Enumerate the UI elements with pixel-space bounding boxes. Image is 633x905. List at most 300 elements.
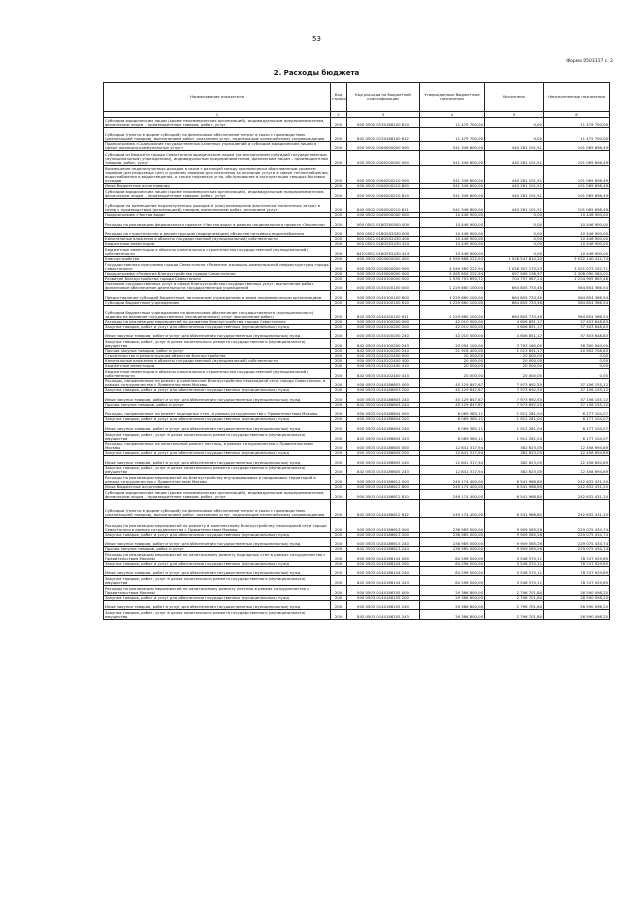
row-kbk: 000 0503 0140186612 800 — [347, 485, 420, 490]
table-row — [104, 561, 610, 566]
row-name: Субсидии юридическим лицам (кроме некоммерческих организаций), индивидуальным предпринимателям, физическим лицам – производителям товаров, работ, услуг — [104, 189, 331, 199]
row-rest: 37 156 155,12 — [544, 378, 610, 388]
row-name: Закупка товаров, работ и услуг для обеспечения государственных (муниципальных) нужд — [104, 595, 331, 600]
row-rest: 12 458 694,89 — [544, 451, 610, 456]
row-name: Возмещение недополученных доходов в связи с разницей между экономически обоснованным уровнем тарифов (регулируемых цен) и уровнем тарифов для населения за оказание услуги в сфере теплоснабжения, водоснабжения и водоотведения, а также перевозок угля, обслуживание и эксплуатацию твердых бытовых отходов — [105, 166, 329, 184]
row-kbk: 842 0503 0140100200 244 — [347, 349, 420, 354]
row-kbk: 000 0503 0140186605 240 — [347, 456, 420, 466]
row-rest: 229 075 434,74 — [544, 518, 610, 532]
row-done: 20 000,00 — [485, 354, 544, 359]
row-done: 6 541 968,80 — [485, 475, 544, 485]
table-row — [104, 227, 610, 237]
row-done: 5 548 570,11 — [485, 561, 544, 566]
row-done: 5 548 570,11 — [485, 576, 544, 586]
row-kbk: 000 0503 0140186613 200 — [347, 532, 420, 537]
row-name: Расходы на строительство и реконструкцию (модернизацию) объектов питьевого водоснабжения — [104, 227, 331, 237]
row-name: Закупка товаров, работ, услуг в целях капитального ремонта государственного (муниципального) имущества — [104, 432, 331, 442]
row-done: 2 796 701,80 — [485, 595, 544, 600]
row-done: 440 281 101,51 — [485, 198, 544, 212]
table-row — [104, 329, 610, 339]
row-plan: 541 346 800,00 — [420, 151, 485, 165]
row-plan: 249 174 400,00 — [420, 490, 485, 500]
row-kbk: 842 0503 0140186604 243 — [347, 432, 420, 442]
table-row — [104, 369, 610, 379]
row-plan: 10 446 900,00 — [420, 242, 485, 247]
row-done: 664 805 733,46 — [485, 281, 544, 291]
header-rest: Неисполненные назначения — [544, 83, 610, 112]
table-row — [104, 402, 610, 407]
row-code: 200 — [331, 566, 347, 576]
row-plan: 84 296 500,00 — [420, 561, 485, 566]
row-kbk: 000 0503 0140186604 000 — [347, 407, 420, 417]
row-rest: 10 446 900,00 — [544, 247, 610, 257]
row-done: 6 541 968,80 — [485, 499, 544, 518]
table-row — [104, 393, 610, 403]
row-plan: 4 549 380 222,94 — [420, 261, 485, 271]
row-rest: 1 234 995 663,48 — [544, 276, 610, 281]
row-rest: 242 632 431,20 — [544, 490, 610, 500]
row-rest: 37 403 648,83 — [544, 329, 610, 339]
row-plan: 541 346 800,00 — [420, 141, 485, 151]
row-name: Бюджетные инвестиции — [104, 242, 331, 247]
row-kbk: 000 0503 0140186605 000 — [347, 441, 420, 451]
row-kbk: 842 0503 0140186612 812 — [347, 499, 420, 518]
table-row — [104, 566, 610, 576]
table-row — [104, 595, 610, 600]
row-plan: 249 174 400,00 — [420, 475, 485, 485]
row-plan: 1 229 660 100,00 — [420, 281, 485, 291]
row-code: 200 — [331, 576, 347, 586]
row-code: 200 — [331, 610, 347, 620]
row-rest: 6 177 104,07 — [544, 422, 610, 432]
row-rest: 2 308 090 084,02 — [544, 271, 610, 276]
row-name: Расходы на реализацию мероприятий по капитальному ремонту подпорных стен в рамках сотрудничества с Правительством Москвы — [104, 552, 331, 562]
table-row — [104, 388, 610, 393]
table-row — [104, 600, 610, 610]
row-plan: 84 296 500,00 — [420, 566, 485, 576]
row-plan: 238 985 000,00 — [420, 547, 485, 552]
row-code: 200 — [331, 141, 347, 151]
table-row — [104, 281, 610, 291]
row-code: 200 — [331, 441, 347, 451]
row-kbk: 000 0503 0140100100 600 — [347, 291, 420, 301]
row-kbk: 000 0503 0140100100 610 — [347, 300, 420, 305]
row-name: Оказание государственных услуг в сфере благоустройства государственных услуг, выполнение работ, финансовое обеспечение деятельности государственных учреждений — [104, 281, 331, 291]
row-name: Иные закупки товаров, работ и услуг для обеспечения государственных (муниципальных) нужд — [104, 422, 331, 432]
row-name: Расходы, направленные на капитальный ремонт лестниц, в рамках сотрудничества с Правительством Москвы — [104, 441, 331, 451]
row-name: Субсидии из бюджета города Севастополя юридическим лицам (за исключением субсидий государственным (муниципальным) учреждениям), индивидуальным предпринимателям, физическим лицам – производителям товаров, работ, услуг — [104, 151, 331, 165]
row-kbk: 842 0502 018G552430 414 — [347, 247, 420, 257]
row-plan: 249 174 400,00 — [420, 485, 485, 490]
row-plan: 42 010 500,00 — [420, 329, 485, 339]
row-kbk: 842 0503 0140186605 243 — [347, 465, 420, 475]
row-kbk: 000 0502 0160200210 810 — [347, 189, 420, 199]
row-code: 200 — [331, 305, 347, 319]
row-name: Подпрограмма «Содержание государственных казенных учреждений и субсидии юридическим лицам в сфере жилищно-коммунальных услуг» — [104, 141, 331, 151]
row-code: 200 — [331, 300, 347, 305]
row-kbk: 000 0503 0140100000 000 — [347, 276, 420, 281]
row-name: Прочая закупка товаров, работ и услуг — [104, 402, 331, 407]
row-done: 2 796 701,80 — [485, 600, 544, 610]
row-kbk: 842 0503 0140186613 244 — [347, 547, 420, 552]
table-row — [104, 349, 610, 354]
row-name: Субсидии юридическим лицам (кроме некоммерческих организаций), индивидуальным предпринимателям, физическим лицам – производителям товаров, работ, услуг — [104, 490, 331, 500]
row-done: 0,00 — [485, 227, 544, 237]
column-number: 3 — [347, 112, 420, 118]
row-plan: 20 000,00 — [420, 354, 485, 359]
row-done: 0,00 — [485, 247, 544, 257]
row-plan: 12 841 317,94 — [420, 441, 485, 451]
row-done: 5 548 570,11 — [485, 566, 544, 576]
row-plan: 10 446 900,00 — [420, 237, 485, 242]
row-code: 200 — [331, 227, 347, 237]
row-done: 1 912 281,04 — [485, 407, 544, 417]
row-plan: 8 089 385,11 — [420, 417, 485, 422]
row-rest: 564 854 366,54 — [544, 281, 610, 291]
row-plan: 238 985 000,00 — [420, 532, 485, 537]
row-rest: 564 854 366,54 — [544, 291, 610, 301]
row-code: 200 — [331, 184, 347, 189]
row-plan: 1 229 660 100,00 — [420, 305, 485, 319]
row-done: 7 973 692,55 — [485, 378, 544, 388]
row-rest: 26 590 098,20 — [544, 585, 610, 595]
row-rest: 37 403 648,83 — [544, 319, 610, 324]
row-done: 2 796 701,80 — [485, 585, 544, 595]
row-kbk: 000 0503 0140186603 240 — [347, 393, 420, 403]
row-code: 200 — [331, 490, 347, 500]
row-code: 200 — [331, 329, 347, 339]
row-code: 200 — [331, 359, 347, 364]
row-name: Строительство и реконструкция объектов благоустройства — [104, 354, 331, 359]
row-done: 704 797 987,24 — [485, 276, 544, 281]
row-rest: 37 403 648,83 — [544, 324, 610, 329]
header-kbk: Код расхода по бюджетной классификации — [347, 83, 420, 112]
row-plan: 45 129 847,67 — [420, 388, 485, 393]
row-code: 200 — [331, 151, 347, 165]
row-kbk: 842 0502 0130168100 812 — [347, 127, 420, 141]
table-row — [104, 610, 610, 620]
row-kbk: 000 0503 0140100100 000 — [347, 281, 420, 291]
table-row — [104, 537, 610, 547]
row-plan: 20 094 100,00 — [420, 339, 485, 349]
row-plan: 11 475 700,00 — [420, 118, 485, 128]
row-done: 9 909 565,26 — [485, 532, 544, 537]
table-row — [104, 475, 610, 485]
row-code: 200 — [331, 499, 347, 518]
row-name: Иные закупки товаров, работ и услуг для обеспечения государственных (муниципальных) нужд — [104, 456, 331, 466]
row-name: Бюджетные инвестиции в объекты капитального строительства государственной (муниципальной) собственности — [104, 369, 331, 379]
row-code: 200 — [331, 324, 347, 329]
row-kbk: 000 0503 0000000000 000 — [347, 256, 420, 261]
row-kbk: 000 0502 0160200210 000 — [347, 165, 420, 184]
row-plan: 84 296 500,00 — [420, 552, 485, 562]
row-done: 382 623,05 — [485, 465, 544, 475]
row-kbk: 000 0502 0160000000 000 — [347, 141, 420, 151]
row-name: Иные закупки товаров, работ и услуг для обеспечения государственных (муниципальных) нужд — [104, 537, 331, 547]
row-name: Субсидии юридическим лицам (кроме некоммерческих организаций), индивидуальным предпринимателям, физическим лицам – производителям товаров, работ, услуг — [104, 118, 331, 128]
row-code: 200 — [331, 198, 347, 212]
table-row — [104, 339, 610, 349]
row-name: Закупка товаров, работ и услуг для обеспечения государственных (муниципальных) нужд — [104, 417, 331, 422]
row-code: 200 — [331, 218, 347, 228]
form-label: Форма 0503117 с. 2 — [566, 59, 613, 64]
row-rest: 12 458 694,89 — [544, 465, 610, 475]
row-kbk: 842 0503 0140186105 243 — [347, 610, 420, 620]
row-kbk: 000 0503 0140100200 000 — [347, 319, 420, 324]
row-done: 0,00 — [485, 127, 544, 141]
row-kbk: 000 0503 0140186604 200 — [347, 417, 420, 422]
table-row — [104, 189, 610, 199]
row-name: Закупка товаров, работ и услуг для обеспечения государственных (муниципальных) нужд — [104, 324, 331, 329]
row-code: 200 — [331, 165, 347, 184]
row-plan: 238 985 000,00 — [420, 537, 485, 547]
row-rest: 37 156 155,12 — [544, 393, 610, 403]
row-rest: 78 747 929,89 — [544, 576, 610, 586]
row-rest: 12 458 694,89 — [544, 456, 610, 466]
table-row — [104, 237, 610, 242]
row-rest: 101 065 698,49 — [544, 151, 610, 165]
row-plan: 8 089 385,11 — [420, 432, 485, 442]
row-rest: 242 632 431,20 — [544, 499, 610, 518]
row-code: 200 — [331, 189, 347, 199]
row-rest: 6 177 104,07 — [544, 432, 610, 442]
row-code: 200 — [331, 417, 347, 422]
table-row — [104, 276, 610, 281]
row-name: Капитальные вложения в объекты государственной (муниципальной) собственности — [104, 359, 331, 364]
row-kbk: 000 0503 0140186104 240 — [347, 566, 420, 576]
row-rest: 0,00 — [544, 364, 610, 369]
row-name: Бюджетные инвестиции в объекты капитального строительства государственной (муниципальной) собственности — [104, 247, 331, 257]
row-plan: 29 386 800,00 — [420, 585, 485, 595]
row-done: 7 973 692,55 — [485, 402, 544, 407]
row-code: 200 — [331, 378, 347, 388]
row-plan: 541 346 800,00 — [420, 198, 485, 212]
row-name: Расходы, направленные на ремонт подпорных стен, в рамках сотрудничества с Правительством Москвы — [104, 407, 331, 417]
row-done: 957 569 138,97 — [485, 271, 544, 276]
row-rest: 229 075 434,74 — [544, 537, 610, 547]
row-code: 200 — [331, 319, 347, 324]
row-code: 200 — [331, 388, 347, 393]
row-code: 200 — [331, 291, 347, 301]
row-code: 200 — [331, 281, 347, 291]
row-plan: 29 386 800,00 — [420, 610, 485, 620]
row-code: 200 — [331, 600, 347, 610]
table-row — [104, 271, 610, 276]
row-kbk: 000 0502 0160200210 800 — [347, 184, 420, 189]
row-rest: 3 521 073 152,71 — [544, 261, 610, 271]
row-plan: 45 129 847,67 — [420, 393, 485, 403]
row-done: 9 909 565,26 — [485, 518, 544, 532]
row-done: 664 805 733,46 — [485, 300, 544, 305]
row-rest: 78 747 929,89 — [544, 566, 610, 576]
column-number: 5 — [485, 112, 544, 118]
row-code: 200 — [331, 456, 347, 466]
row-code: 200 — [331, 127, 347, 141]
table-body — [104, 118, 610, 620]
row-plan: 45 129 847,67 — [420, 402, 485, 407]
row-code: 200 — [331, 402, 347, 407]
table-row — [104, 456, 610, 466]
row-name: Предоставление субсидий бюджетным, автономным учреждениям и иным некоммерческим организациям — [104, 291, 331, 301]
table-row — [104, 291, 610, 301]
row-plan: 84 296 500,00 — [420, 576, 485, 586]
header-row — [104, 83, 610, 112]
row-kbk: 000 0503 0140186613 000 — [347, 518, 420, 532]
row-plan: 21 916 400,00 — [420, 349, 485, 354]
section-title: 2. Расходы бюджета — [273, 69, 360, 77]
table-row — [104, 141, 610, 151]
row-plan: 29 386 800,00 — [420, 595, 485, 600]
row-name: Иные закупки товаров, работ и услуг для обеспечения государственных (муниципальных) нужд — [104, 329, 331, 339]
row-done: 382 623,05 — [485, 451, 544, 456]
row-name: Закупка товаров, работ, услуг в целях капитального ремонта государственного (муниципального) имущества — [104, 610, 331, 620]
row-done: 382 623,05 — [485, 456, 544, 466]
row-rest: 101 065 698,49 — [544, 165, 610, 184]
row-rest: 564 854 366,54 — [544, 305, 610, 319]
row-plan: 1 939 793 650,72 — [420, 276, 485, 281]
row-rest: 0,00 — [544, 354, 610, 359]
row-code: 200 — [331, 422, 347, 432]
row-plan: 12 841 317,94 — [420, 456, 485, 466]
table-row — [104, 378, 610, 388]
row-rest: 229 075 434,74 — [544, 547, 610, 552]
row-plan: 20 000,00 — [420, 359, 485, 364]
table-row — [104, 422, 610, 432]
row-rest: 26 590 098,20 — [544, 610, 610, 620]
row-rest: 101 065 698,49 — [544, 189, 610, 199]
row-rest: 101 065 698,49 — [544, 141, 610, 151]
row-plan: 541 346 800,00 — [420, 165, 485, 184]
row-kbk: 000 0503 0140186604 240 — [347, 422, 420, 432]
row-kbk: 000 0503 0100000000 000 — [347, 261, 420, 271]
row-name: Расходы, направленные на ремонт и комплексное благоустройство пешеходной сети города Севастополя, в рамках сотрудничества с Правительством Москвы — [104, 378, 331, 388]
row-rest: 0,00 — [544, 369, 610, 379]
row-rest: 20 902 708,83 — [544, 349, 610, 354]
row-rest: 26 590 098,20 — [544, 595, 610, 600]
column-number: 2 — [331, 112, 347, 118]
row-code: 200 — [331, 432, 347, 442]
row-name: Закупка товаров, работ и услуг для обеспечения государственных (муниципальных) нужд — [104, 532, 331, 537]
row-name: Расходы на реализацию федерального проекта «Чистая вода» в рамках национального проекта «Экология» — [104, 218, 331, 228]
row-code: 200 — [331, 118, 347, 128]
row-kbk: 000 0503 0140186105 200 — [347, 595, 420, 600]
row-name: Прочая закупка товаров, работ и услуг — [104, 547, 331, 552]
row-name: Государственная программа города Севастополя «Развитие жилищно-коммунальной инфраструктуры города Севастополя» — [105, 261, 329, 271]
row-done: 1 912 281,04 — [485, 417, 544, 422]
row-plan: 8 089 385,11 — [420, 422, 485, 432]
row-code: 200 — [331, 595, 347, 600]
row-done: 382 623,05 — [485, 441, 544, 451]
header-name: Наименование показателя — [104, 83, 331, 112]
row-code: 200 — [331, 547, 347, 552]
row-kbk: 000 0503 0140186105 000 — [347, 585, 420, 595]
table-row — [104, 127, 610, 141]
row-code: 200 — [331, 276, 347, 281]
row-rest: 10 446 900,00 — [544, 218, 610, 228]
row-done: 9 909 565,26 — [485, 537, 544, 547]
row-done: 1 912 281,04 — [485, 432, 544, 442]
row-rest: 10 446 900,00 — [544, 227, 610, 237]
row-plan: 541 346 800,00 — [420, 184, 485, 189]
row-name: Расходы на реализацию мероприятий по развитию благоустройства города Севастополя — [104, 319, 331, 324]
column-number: 6 — [544, 112, 610, 118]
row-kbk: 000 0502 018G552430 400 — [347, 237, 420, 242]
row-done: 6 541 968,80 — [485, 490, 544, 500]
row-done: 20 000,00 — [485, 369, 544, 379]
row-kbk: 842 0503 0140100200 243 — [347, 339, 420, 349]
row-done: 20 000,00 — [485, 359, 544, 364]
row-name: Закупка товаров, работ, услуг в целях капитального ремонта государственного (муниципального) имущества — [104, 339, 331, 349]
row-kbk: 842 0503 0140186603 244 — [347, 402, 420, 407]
row-name: Бюджетные инвестиции — [104, 364, 331, 369]
row-code: 200 — [331, 532, 347, 537]
table-row — [104, 547, 610, 552]
row-name: Закупка товаров, работ и услуг для обеспечения государственных (муниципальных) нужд — [104, 388, 331, 393]
expenses-table — [103, 82, 610, 620]
row-done: 664 805 733,46 — [485, 305, 544, 319]
row-rest: 101 065 698,49 — [544, 184, 610, 189]
table-row — [104, 465, 610, 475]
row-name: Закупка товаров, работ и услуг для обеспечения государственных (муниципальных) нужд — [104, 561, 331, 566]
row-kbk: 000 0502 018G552430 410 — [347, 242, 420, 247]
row-rest: 0,00 — [544, 359, 610, 364]
row-kbk: 000 0503 0140186613 240 — [347, 537, 420, 547]
row-plan: 10 446 900,00 — [420, 213, 485, 218]
table-row — [104, 247, 610, 257]
row-kbk: 000 0502 0160200000 000 — [347, 151, 420, 165]
row-name: Расходы на реализацию мероприятий по ремонту и комплексному благоустройству пешеходной сети города Севастополя в рамках сотрудничества с Правительством Москвы — [104, 518, 331, 532]
row-code: 200 — [331, 475, 347, 485]
row-rest: 78 747 929,89 — [544, 552, 610, 562]
row-done: 3 793 160,00 — [485, 339, 544, 349]
row-kbk: 000 0503 0140186104 000 — [347, 552, 420, 562]
row-kbk: 000 0503 0140100200 200 — [347, 324, 420, 329]
table-row — [104, 432, 610, 442]
row-name: Субсидии (гранты в форме субсидий) на финансовое обеспечение затрат в связи с производством (реализацией товаров), выполнением работ, оказанием услуг, подлежащие казначейскому сопровождению — [104, 127, 331, 141]
row-done: 1 912 281,04 — [485, 422, 544, 432]
row-rest: 6 177 104,07 — [544, 407, 610, 417]
row-rest: 229 075 434,74 — [544, 532, 610, 537]
row-name: Расходы на реализацию мероприятий по капитальному ремонту лестниц в рамках сотрудничества с Правительством Москвы — [104, 585, 331, 595]
table-row — [104, 585, 610, 595]
table-row — [104, 532, 610, 537]
row-kbk: 000 0503 0140100200 240 — [347, 329, 420, 339]
row-kbk: 000 0502 018G552430 000 — [347, 227, 420, 237]
row-kbk: 842 0502 0160200210 811 — [347, 198, 420, 212]
row-kbk: 000 0503 0140186603 200 — [347, 388, 420, 393]
column-number: 4 — [420, 112, 485, 118]
row-code: 200 — [331, 242, 347, 247]
row-code: 200 — [331, 518, 347, 532]
row-name: Иные закупки товаров, работ и услуг для обеспечения государственных (муниципальных) нужд — [104, 566, 331, 576]
row-code: 200 — [331, 256, 347, 261]
row-kbk: 000 0503 0140186105 240 — [347, 600, 420, 610]
row-done: 5 548 570,11 — [485, 552, 544, 562]
row-rest: 6 177 104,07 — [544, 417, 610, 422]
row-kbk: 000 0503 0140000000 000 — [347, 271, 420, 276]
row-done: 0,00 — [485, 213, 544, 218]
row-code: 200 — [331, 247, 347, 257]
row-done: 440 281 101,51 — [485, 189, 544, 199]
table-row — [104, 319, 610, 324]
row-plan: 42 010 500,00 — [420, 319, 485, 324]
row-plan: 12 841 317,94 — [420, 451, 485, 456]
row-plan: 238 985 000,00 — [420, 518, 485, 532]
table-row — [104, 165, 610, 184]
row-plan: 10 446 900,00 — [420, 218, 485, 228]
row-code: 200 — [331, 451, 347, 456]
row-code: 200 — [331, 237, 347, 242]
